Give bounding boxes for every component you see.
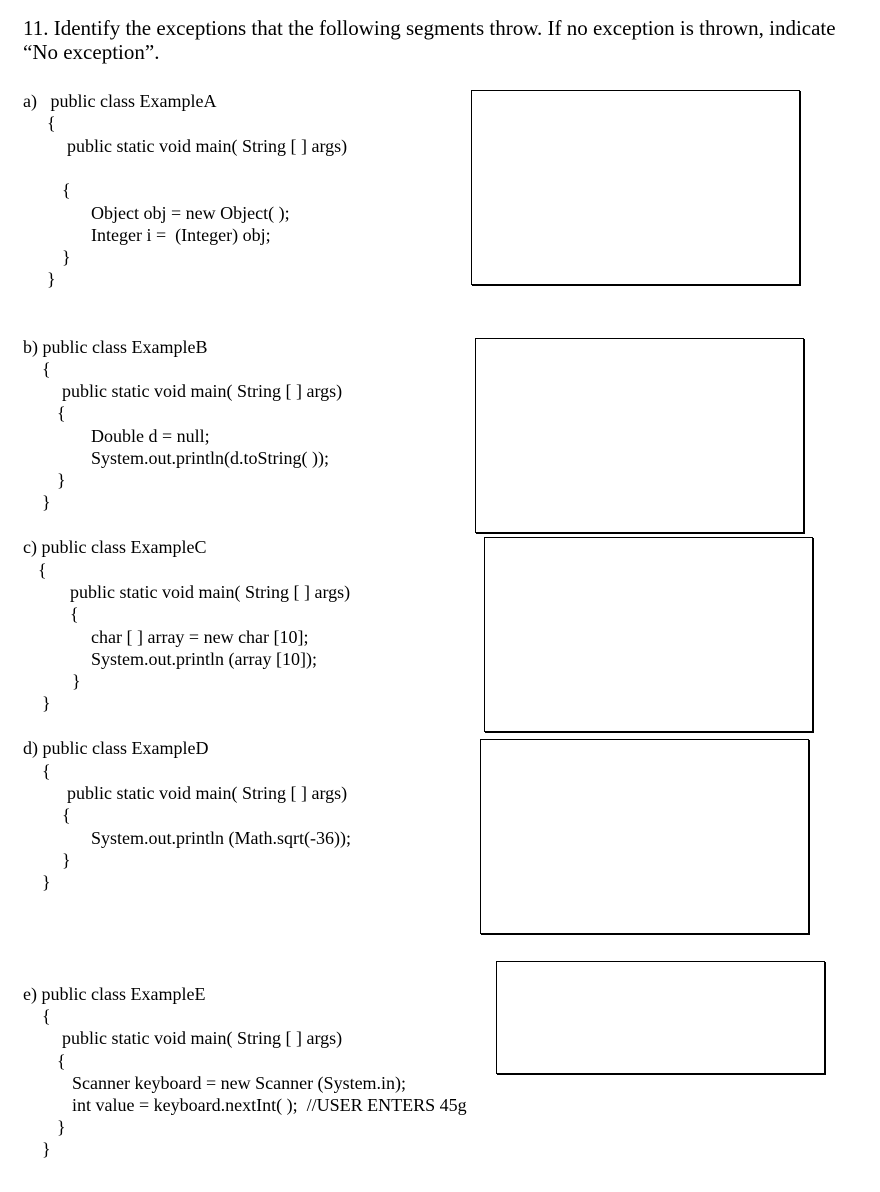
answer-box-a[interactable] bbox=[471, 90, 800, 285]
open-brace: { bbox=[57, 403, 66, 423]
code-statement: Double d = null; bbox=[91, 426, 210, 446]
close-brace: } bbox=[42, 872, 51, 892]
open-brace: { bbox=[38, 560, 47, 580]
code-statement: Integer i = (Integer) obj; bbox=[91, 225, 271, 245]
code-statement: Scanner keyboard = new Scanner (System.in); bbox=[72, 1073, 407, 1093]
close-brace: } bbox=[57, 1117, 66, 1137]
open-brace: { bbox=[57, 1051, 66, 1071]
code-statement: System.out.println (Math.sqrt(-36)); bbox=[91, 828, 351, 848]
class-declaration: b) public class ExampleB bbox=[23, 337, 208, 357]
code-statement: System.out.println(d.toString( )); bbox=[91, 448, 329, 468]
answer-box-e[interactable] bbox=[496, 961, 825, 1074]
method-signature: public static void main( String [ ] args) bbox=[62, 381, 343, 401]
close-brace: } bbox=[72, 671, 81, 691]
close-brace: } bbox=[42, 492, 51, 512]
close-brace: } bbox=[47, 269, 56, 289]
class-declaration: a) public class ExampleA bbox=[23, 91, 217, 111]
close-brace: } bbox=[57, 470, 66, 490]
close-brace: } bbox=[42, 693, 51, 713]
answer-box-b[interactable] bbox=[475, 338, 804, 533]
open-brace: { bbox=[70, 604, 79, 624]
close-brace: } bbox=[62, 247, 71, 267]
method-signature: public static void main( String [ ] args) bbox=[67, 783, 348, 803]
open-brace: { bbox=[42, 1006, 51, 1026]
open-brace: { bbox=[47, 113, 56, 133]
open-brace: { bbox=[42, 761, 51, 781]
class-declaration: c) public class ExampleC bbox=[23, 537, 207, 557]
answer-box-c[interactable] bbox=[484, 537, 813, 732]
open-brace: { bbox=[62, 180, 71, 200]
open-brace: { bbox=[62, 805, 71, 825]
close-brace: } bbox=[42, 1139, 51, 1159]
open-brace: { bbox=[42, 359, 51, 379]
class-declaration: d) public class ExampleD bbox=[23, 738, 209, 758]
answer-box-d[interactable] bbox=[480, 739, 809, 934]
code-statement: Object obj = new Object( ); bbox=[91, 203, 290, 223]
code-statement: int value = keyboard.nextInt( ); //USER ENTERS 45g bbox=[72, 1095, 467, 1115]
method-signature: public static void main( String [ ] args) bbox=[62, 1028, 343, 1048]
question-text: 11. Identify the exceptions that the following segments throw. If no exception is thrown, indicate “No exception”. bbox=[23, 16, 836, 64]
method-signature: public static void main( String [ ] args) bbox=[70, 582, 351, 602]
close-brace: } bbox=[62, 850, 71, 870]
code-statement: System.out.println (array [10]); bbox=[91, 649, 317, 669]
code-statement: char [ ] array = new char [10]; bbox=[91, 627, 309, 647]
class-declaration: e) public class ExampleE bbox=[23, 984, 206, 1004]
method-signature: public static void main( String [ ] args) bbox=[67, 136, 348, 156]
